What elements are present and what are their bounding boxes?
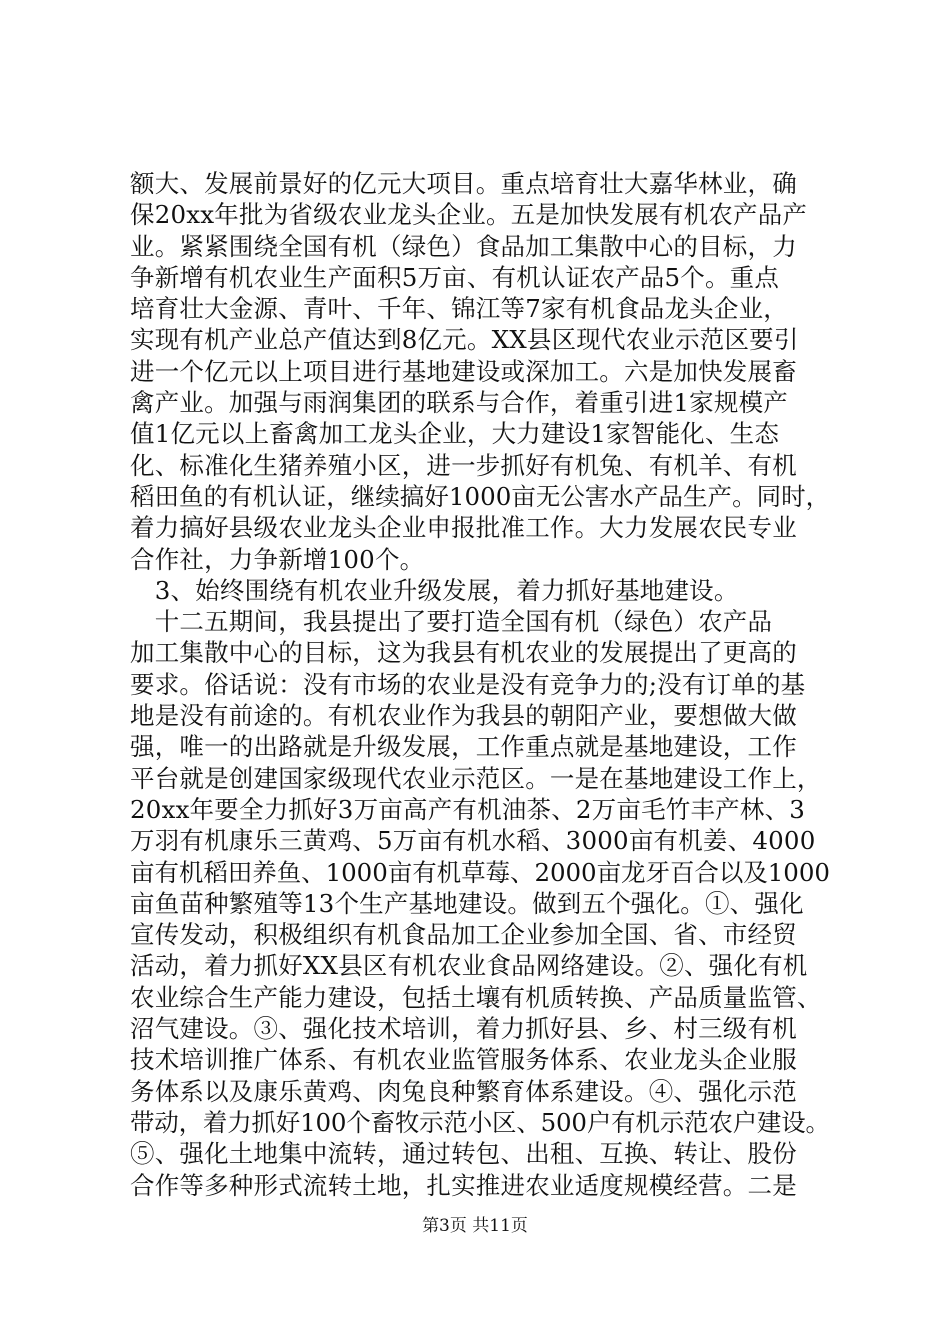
text-line: 地是没有前途的。有机农业作为我县的朝阳产业，要想做大做 [130, 701, 797, 731]
text-line: 争新增有机农业生产面积5万亩、有机认证农产品5个。重点 [130, 262, 780, 292]
text-line: 值1亿元以上畜禽加工龙头企业，大力建设1家智能化、生态 [130, 419, 780, 449]
text-line: 20xx年要全力抓好3万亩高产有机油茶、2万亩毛竹丰产林、3 [130, 794, 806, 824]
text-line: 宣传发动，积极组织有机食品加工企业参加全国、省、市经贸 [130, 920, 797, 950]
text-line: 十二五期间，我县提出了要打造全国有机（绿色）农产品 [130, 607, 773, 637]
text-line: 亩鱼苗种繁殖等13个生产基地建设。做到五个强化。①、强化 [130, 888, 804, 918]
text-line: 技术培训推广体系、有机农业监管服务体系、农业龙头企业服 [130, 1045, 797, 1075]
text-line: 稻田鱼的有机认证，继续搞好1000亩无公害水产品生产。同时， [130, 481, 831, 511]
text-line: 进一个亿元以上项目进行基地建设或深加工。六是加快发展畜 [130, 356, 797, 386]
body-text [130, 168, 830, 1201]
text-line: 业。紧紧围绕全国有机（绿色）食品加工集散中心的目标，力 [130, 231, 797, 261]
text-line: 合作等多种形式流转土地，扎实推进农业适度规模经营。二是 [130, 1170, 797, 1200]
text-line: 万羽有机康乐三黄鸡、5万亩有机水稻、3000亩有机姜、4000 [130, 826, 816, 856]
text-line: 带动，着力抓好100个畜牧示范小区、500户有机示范农户建设。 [130, 1107, 830, 1137]
text-line: 平台就是创建国家级现代农业示范区。一是在基地建设工作上， [130, 763, 822, 793]
text-line: 沼气建设。③、强化技术培训，着力抓好县、乡、村三级有机 [130, 1014, 797, 1044]
text-line: 务体系以及康乐黄鸡、肉兔良种繁育体系建设。④、强化示范 [130, 1076, 797, 1106]
text-line: 保20xx年批为省级农业龙头企业。五是加快发展有机农产品产 [130, 200, 808, 230]
text-line: 着力搞好县级农业龙头企业申报批准工作。大力发展农民专业 [130, 513, 797, 543]
page-footer: 第3页 共11页 [422, 1216, 528, 1236]
text-line: 要求。俗话说：没有市场的农业是没有竞争力的;没有订单的基 [130, 669, 806, 699]
text-line: 加工集散中心的目标，这为我县有机农业的发展提出了更高的 [130, 638, 797, 668]
text-line: 实现有机产业总产值达到8亿元。XX县区现代农业示范区要引 [130, 325, 799, 355]
text-line: 强，唯一的出路就是升级发展，工作重点就是基地建设，工作 [130, 732, 797, 762]
text-line: ⑤、强化土地集中流转，通过转包、出租、互换、转让、股份 [130, 1139, 797, 1169]
text-line: 化、标准化生猪养殖小区，进一步抓好有机兔、有机羊、有机 [130, 450, 797, 480]
text-line: 亩有机稻田养鱼、1000亩有机草莓、2000亩龙牙百合以及1000 [130, 857, 830, 887]
text-line: 额大、发展前景好的亿元大项目。重点培育壮大嘉华林业，确 [130, 169, 797, 198]
text-line: 合作社，力争新增100个。 [130, 544, 425, 574]
text-line: 培育壮大金源、青叶、千年、锦江等7家有机食品龙头企业， [130, 294, 788, 324]
text-line: 3、始终围绕有机农业升级发展，着力抓好基地建设。 [130, 575, 739, 605]
text-line: 活动，着力抓好XX县区有机农业食品网络建设。②、强化有机 [130, 951, 808, 981]
text-line: 禽产业。加强与雨润集团的联系与合作，着重引进1家规模产 [130, 388, 788, 418]
text-line: 农业综合生产能力建设，包括土壤有机质转换、产品质量监管、 [130, 982, 822, 1012]
